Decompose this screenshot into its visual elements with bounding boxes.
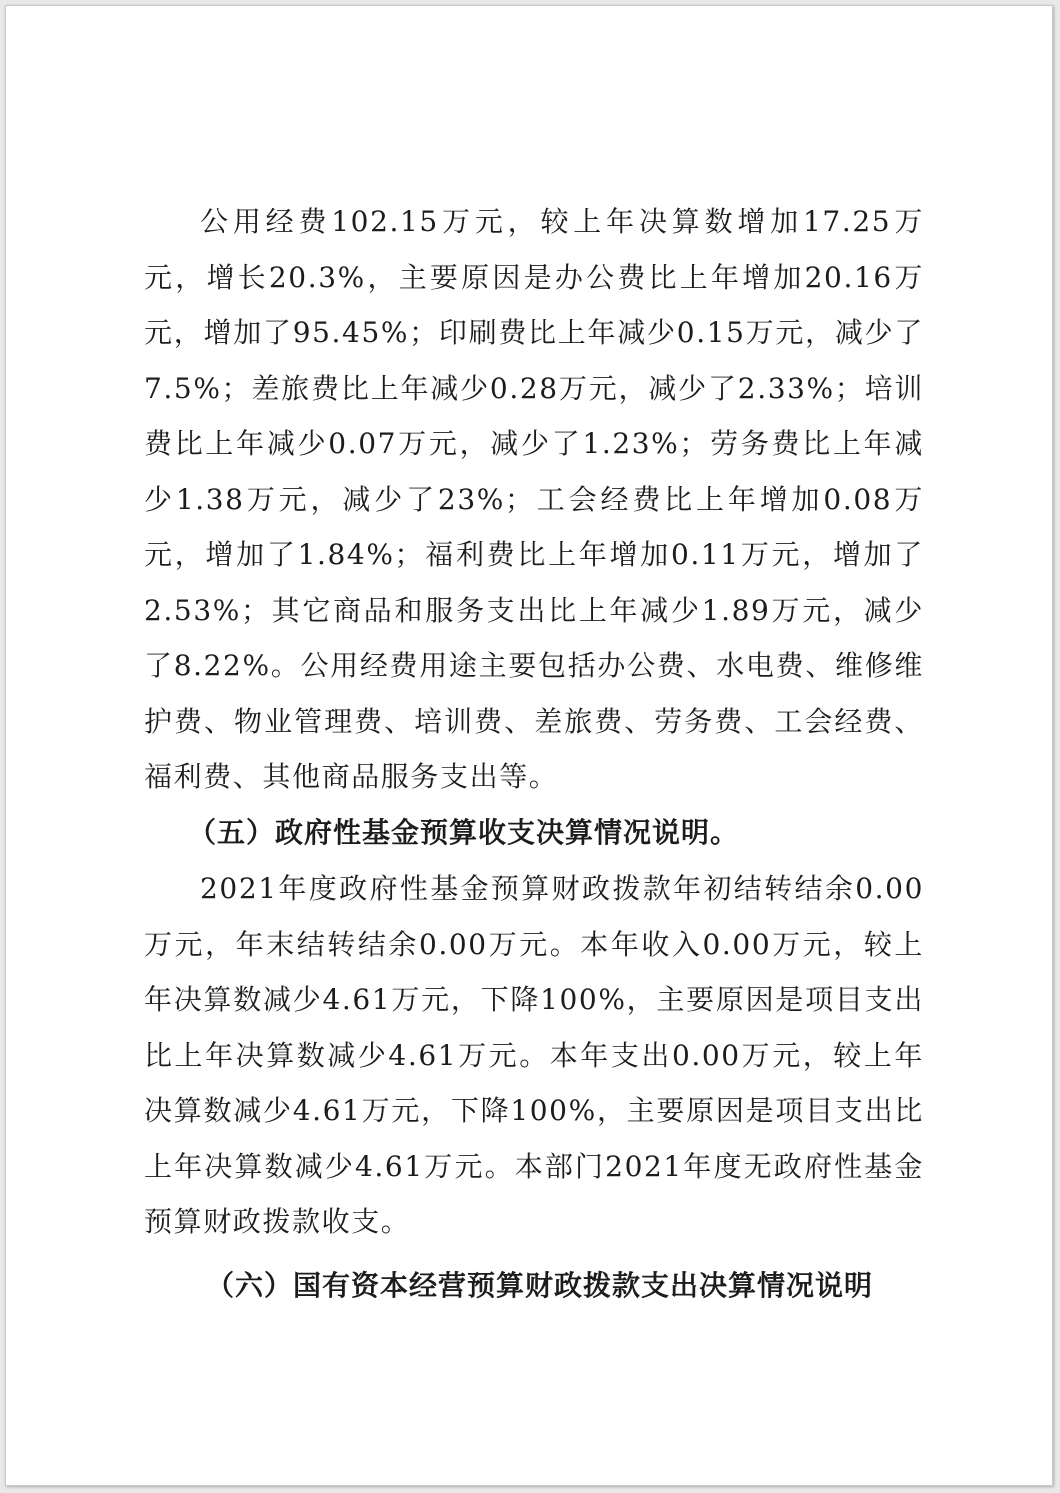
section-heading-5: （五）政府性基金预算收支决算情况说明。 <box>188 815 740 849</box>
paragraph-government-fund: 2021年度政府性基金预算财政拨款年初结转结余0.00万元，年末结转结余0.00万元。本年收入0.00万元，较上年决算数减少4.61万元，下降100%，主要原因是项目支出比上年决算数减少4.61万元。本年支出0.00万元，较上年决算数减少4.61万元，下降100%，主要原因是项目支出比上年决算数减少4.61万元。本部门2021年度无政府性基金预算财政拨款收支。 <box>144 872 924 1238</box>
document-body <box>144 194 924 1313</box>
paragraph-public-funds: 公用经费102.15万元，较上年决算数增加17.25万元，增长20.3%，主要原因是办公费比上年增加20.16万元，增加了95.45%；印刷费比上年减少0.15万元，减少了7.5%；差旅费比上年减少0.28万元，减少了2.33%；培训费比上年减少0.07万元，减少了1.23%；劳务费比上年减少1.38万元，减少了23%；工会经费比上年增加0.08万元，增加了1.84%；福利费比上年增加0.11万元，增加了2.53%；其它商品和服务支出比上年减少1.89万元，减少了8.22%。公用经费用途主要包括办公费、水电费、维修维护费、物业管理费、培训费、差旅费、劳务费、工会经费、福利费、其他商品服务支出等。 <box>144 205 924 793</box>
document-page <box>5 5 1053 1486</box>
section-heading-6: （六）国有资本经营预算财政拨款支出决算情况说明 <box>206 1268 874 1302</box>
